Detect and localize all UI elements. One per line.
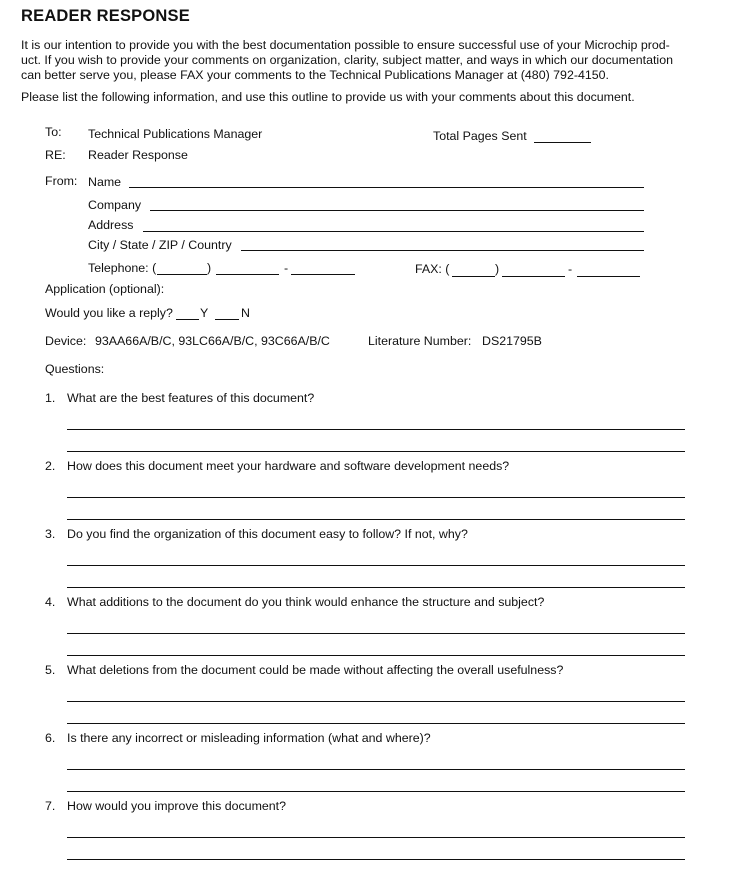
reply-no-label: N: [241, 306, 250, 320]
reply-question: Would you like a reply?: [45, 306, 173, 320]
name-field[interactable]: [129, 187, 644, 188]
answer-line[interactable]: [67, 837, 685, 838]
application-label: Application (optional):: [45, 282, 165, 296]
total-pages-field[interactable]: [534, 142, 591, 143]
answer-line[interactable]: [67, 859, 685, 860]
to-value: Technical Publications Manager: [88, 127, 263, 141]
re-label: RE:: [45, 148, 66, 162]
telephone-label: Telephone: (: [88, 261, 157, 275]
company-label: Company: [88, 198, 142, 212]
answer-line[interactable]: [67, 633, 685, 634]
address-label: Address: [88, 218, 134, 232]
fax-label: FAX: (: [415, 262, 450, 276]
telephone-paren-close: ): [207, 261, 212, 275]
question-text: Do you find the organization of this document easy to follow? If not, why?: [67, 527, 468, 541]
telephone-dash: -: [284, 261, 289, 275]
total-pages-label: Total Pages Sent: [433, 129, 527, 143]
question-number: 5.: [45, 663, 56, 677]
question-number: 6.: [45, 731, 56, 745]
question-number: 4.: [45, 595, 56, 609]
to-label: To:: [45, 125, 62, 139]
question-text: What additions to the document do you think would enhance the structure and subject?: [67, 595, 545, 609]
answer-line[interactable]: [67, 429, 685, 430]
answer-line[interactable]: [67, 587, 685, 588]
question-number: 7.: [45, 799, 56, 813]
answer-line[interactable]: [67, 791, 685, 792]
intro-line-3: can better serve you, please FAX your comments to the Technical Publications Manager at (480) 792-4150.: [21, 67, 609, 82]
answer-line[interactable]: [67, 497, 685, 498]
from-label: From:: [45, 174, 78, 188]
answer-line[interactable]: [67, 769, 685, 770]
fax-number-field[interactable]: [577, 276, 640, 277]
literature-number-label: Literature Number:: [368, 334, 472, 348]
telephone-number-field[interactable]: [291, 274, 355, 275]
question-number: 3.: [45, 527, 56, 541]
question-text: How would you improve this document?: [67, 799, 287, 813]
telephone-area-code-field[interactable]: [157, 274, 207, 275]
city-state-zip-field[interactable]: [241, 250, 644, 251]
reply-no-field[interactable]: [215, 319, 239, 320]
question-number: 1.: [45, 391, 56, 405]
page-title: READER RESPONSE: [21, 7, 190, 25]
literature-number-value: DS21795B: [482, 334, 542, 348]
reply-yes-label: Y: [200, 306, 209, 320]
question-number: 2.: [45, 459, 56, 473]
address-field[interactable]: [143, 231, 644, 232]
answer-line[interactable]: [67, 723, 685, 724]
answer-line[interactable]: [67, 451, 685, 452]
device-label: Device:: [45, 334, 87, 348]
city-state-zip-label: City / State / ZIP / Country: [88, 238, 232, 252]
device-value: 93AA66A/B/C, 93LC66A/B/C, 93C66A/B/C: [95, 334, 330, 348]
fax-dash: -: [568, 262, 573, 276]
company-field[interactable]: [150, 210, 644, 211]
reply-yes-field[interactable]: [176, 319, 199, 320]
answer-line[interactable]: [67, 519, 685, 520]
intro-line-1: It is our intention to provide you with the best documentation possible to ensure successful use of your Microchip prod-: [21, 38, 670, 52]
question-text: Is there any incorrect or misleading information (what and where)?: [67, 731, 431, 745]
list-instructions: Please list the following information, and use this outline to provide us with your comments about this document.: [21, 90, 635, 104]
question-text: How does this document meet your hardware and software development needs?: [67, 459, 510, 473]
answer-line[interactable]: [67, 701, 685, 702]
fax-paren-close: ): [495, 262, 500, 276]
intro-line-2: uct. If you wish to provide your comments on organization, clarity, subject matter, and ways in which our documentation: [21, 52, 673, 67]
re-value: Reader Response: [88, 148, 188, 162]
answer-line[interactable]: [67, 655, 685, 656]
fax-area-code-field[interactable]: [452, 276, 495, 277]
telephone-prefix-field[interactable]: [216, 274, 279, 275]
questions-heading: Questions:: [45, 362, 105, 376]
fax-prefix-field[interactable]: [502, 276, 565, 277]
name-label: Name: [88, 175, 122, 189]
question-text: What are the best features of this document?: [67, 391, 315, 405]
question-text: What deletions from the document could be made without affecting the overall usefulness?: [67, 663, 564, 677]
answer-line[interactable]: [67, 565, 685, 566]
intro-paragraph: [21, 38, 701, 82]
